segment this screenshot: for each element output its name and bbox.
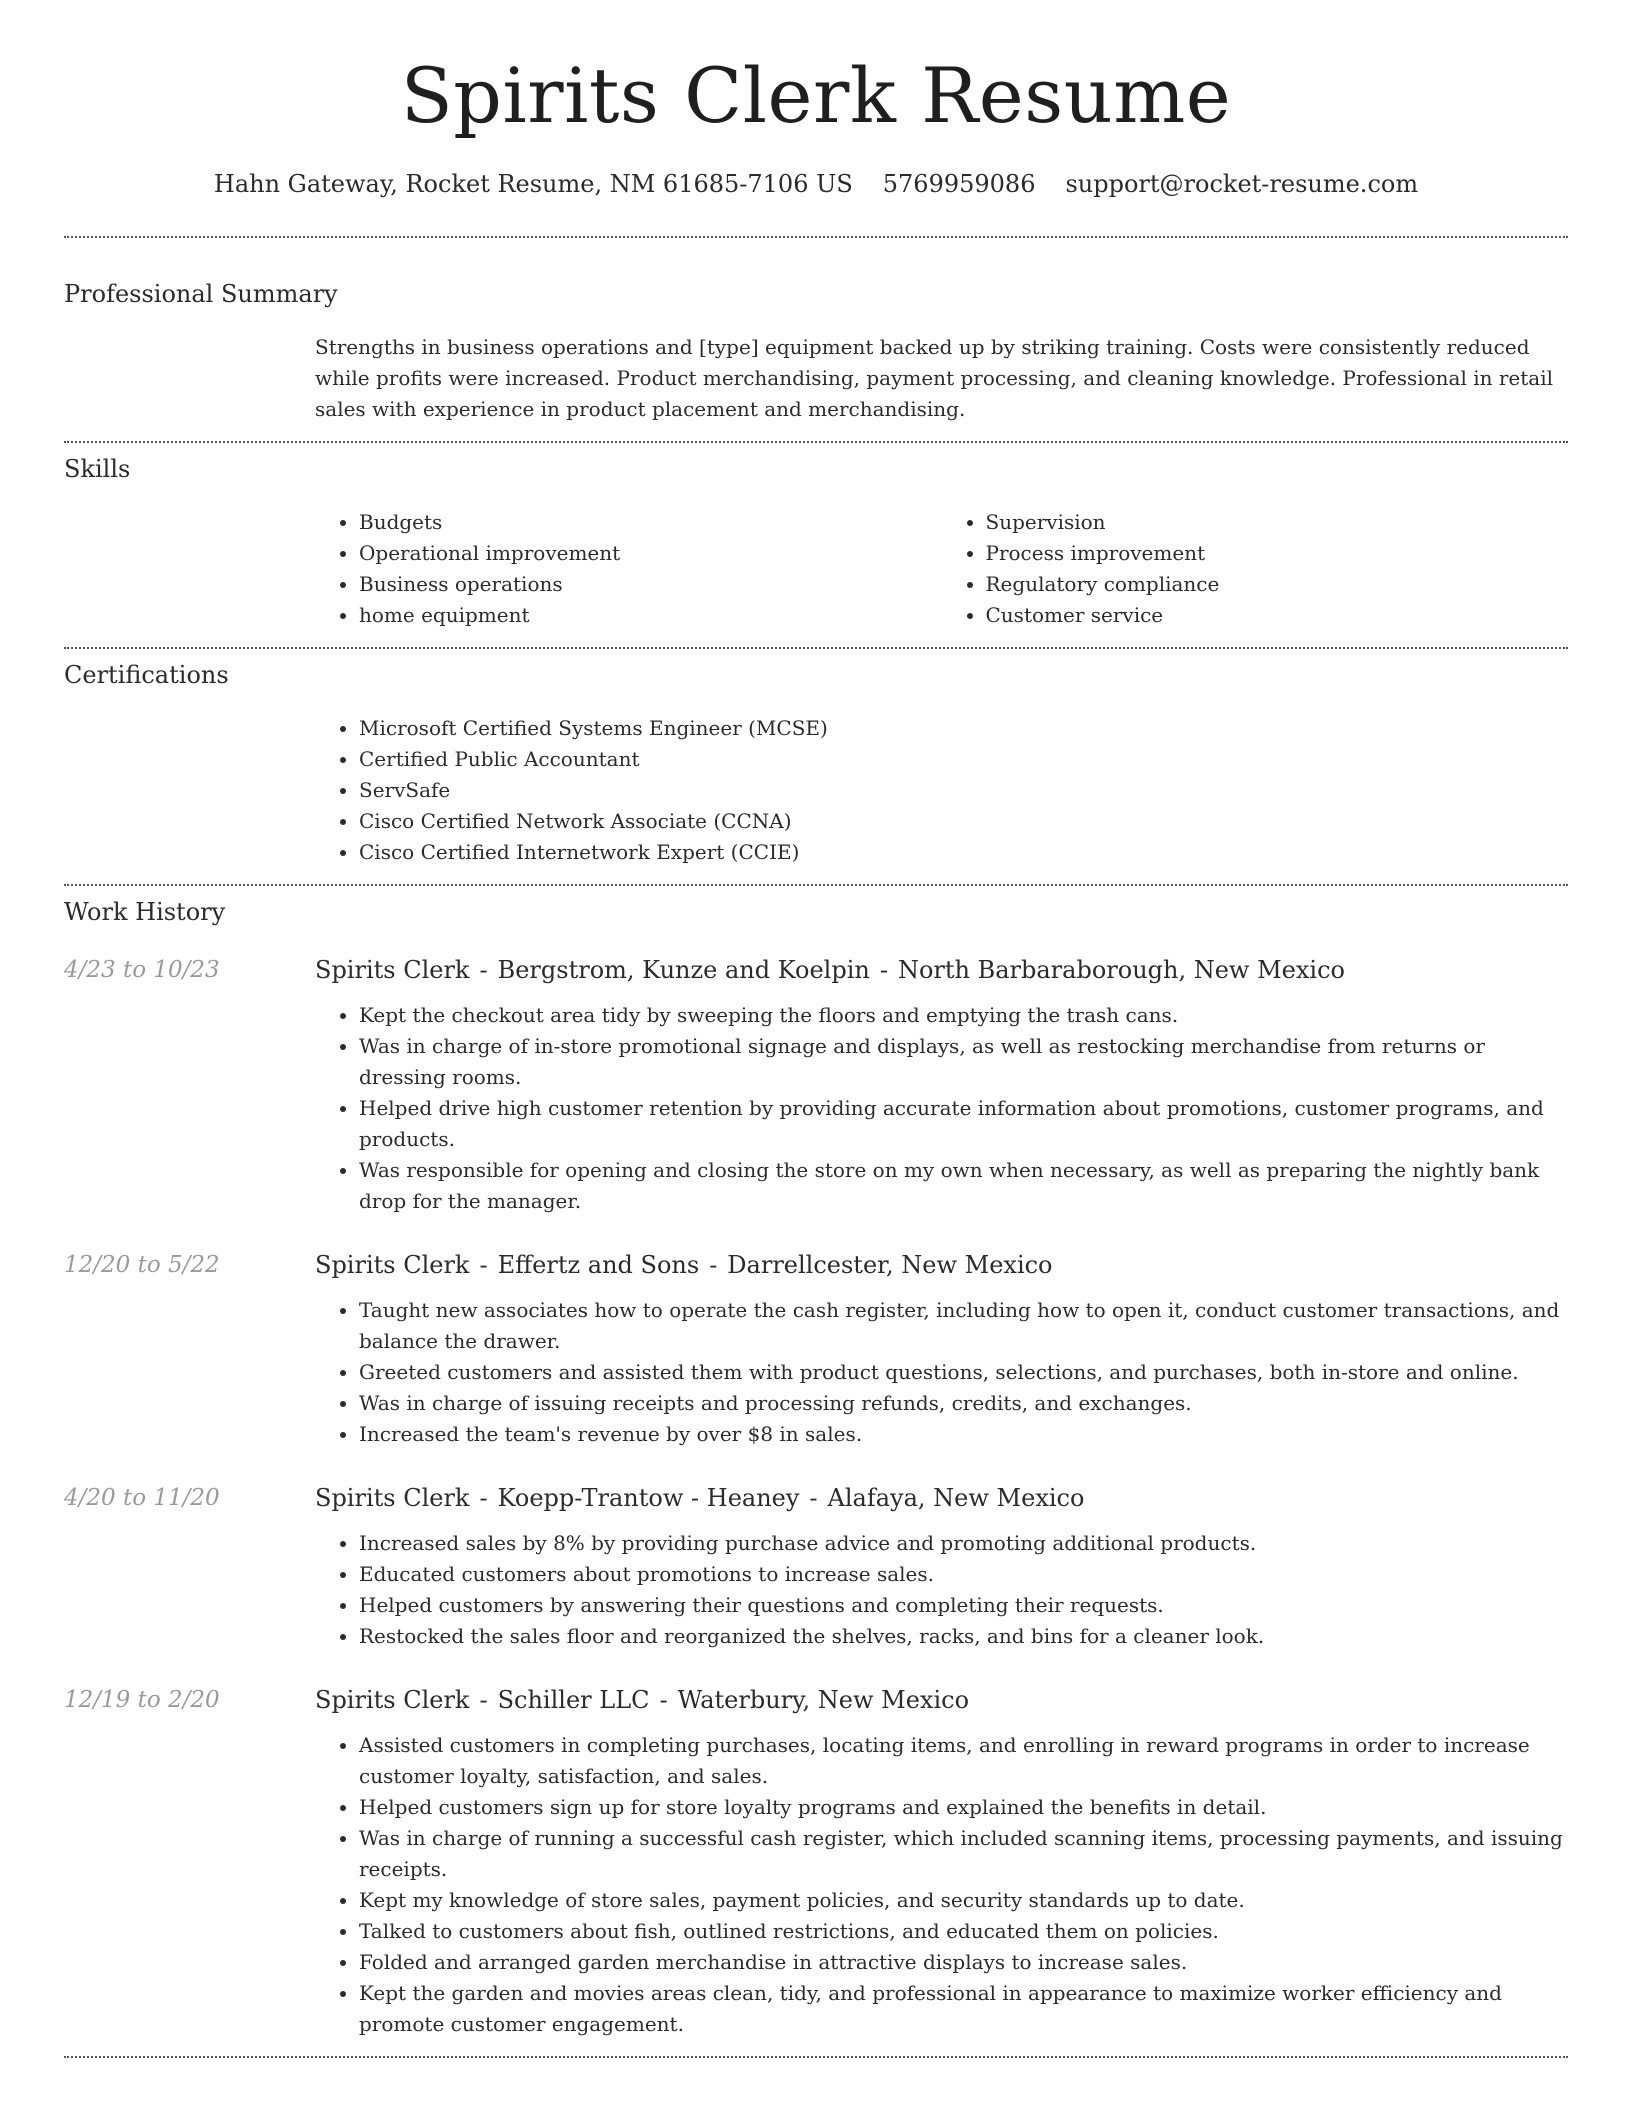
job-bullet: • Was in charge of in-store promotional signage and displays, as well as restocking merchandise from returns or dressing rooms. (359, 1031, 1568, 1093)
contact-line (64, 168, 1568, 200)
work-history-heading: Work History (64, 898, 226, 926)
contact-email: support@rocket-resume.com (1065, 170, 1419, 198)
certification-item: • Certified Public Accountant (359, 744, 1568, 775)
summary-section (64, 238, 1568, 425)
certifications-list (315, 713, 1568, 868)
job-bullet: • Talked to customers about fish, outlined restrictions, and educated them on policies. (359, 1916, 1568, 1947)
job-bullet: • Helped customers sign up for store loyalty programs and explained the benefits in detail. (359, 1792, 1568, 1823)
job-location: North Barbaraborough, New Mexico (897, 956, 1345, 984)
skills-heading: Skills (64, 455, 131, 483)
job-bullets (315, 1295, 1568, 1450)
job-bullet: • Helped customers by answering their questions and completing their requests. (359, 1590, 1568, 1621)
work-history-section (64, 886, 1568, 2040)
job-dates: 12/20 to 5/22 (64, 1252, 220, 1278)
skill-item: • home equipment (359, 600, 942, 631)
job-location: Waterbury, New Mexico (677, 1686, 970, 1714)
job-bullet: • Greeted customers and assisted them with product questions, selections, and purchases, both in-store and online. (359, 1357, 1568, 1388)
skills-section (64, 443, 1568, 631)
job-bullet: • Was in charge of issuing receipts and processing refunds, credits, and exchanges. (359, 1388, 1568, 1419)
certifications-section (64, 649, 1568, 868)
job-bullets (315, 1000, 1568, 1217)
job-bullet: • Kept my knowledge of store sales, payment policies, and security standards up to date. (359, 1885, 1568, 1916)
job-bullet: • Helped drive high customer retention by providing accurate information about promotions, customer programs, and products. (359, 1093, 1568, 1155)
skills-grid (315, 507, 1568, 631)
divider (64, 2056, 1568, 2058)
job-bullet: • Kept the checkout area tidy by sweeping the floors and emptying the trash cans. (359, 1000, 1568, 1031)
skills-list-left (315, 507, 942, 631)
certification-item: • Cisco Certified Network Associate (CCNA) (359, 806, 1568, 837)
job-dates: 4/20 to 11/20 (64, 1485, 220, 1511)
job-location: Darrellcester, New Mexico (727, 1251, 1053, 1279)
job-bullets (315, 1528, 1568, 1652)
job-bullet: • Taught new associates how to operate the cash register, including how to open it, conduct customer transactions, and balance the drawer. (359, 1295, 1568, 1357)
skill-item: • Budgets (359, 507, 942, 538)
certification-item: • ServSafe (359, 775, 1568, 806)
skill-item: • Business operations (359, 569, 942, 600)
job-bullet: • Folded and arranged garden merchandise in attractive displays to increase sales. (359, 1947, 1568, 1978)
job-heading: Spirits Clerk - Koepp-Trantow - Heaney - Alafaya, New Mexico (315, 1484, 1085, 1512)
job-bullet: • Assisted customers in completing purchases, locating items, and enrolling in reward programs in order to increase customer loyalty, satisfaction, and sales. (359, 1730, 1568, 1792)
skill-item: • Customer service (986, 600, 1569, 631)
summary-heading: Professional Summary (64, 280, 338, 308)
job-title: Spirits Clerk (315, 956, 470, 984)
job-dates: 4/23 to 10/23 (64, 957, 220, 983)
job-entry (64, 1482, 1568, 1652)
skills-list-right (942, 507, 1569, 631)
job-entry (64, 1684, 1568, 2040)
job-entry (64, 1249, 1568, 1450)
job-title: Spirits Clerk (315, 1686, 470, 1714)
job-dates: 12/19 to 2/20 (64, 1687, 220, 1713)
job-company: Effertz and Sons (497, 1251, 700, 1279)
certification-item: • Cisco Certified Internetwork Expert (CCIE) (359, 837, 1568, 868)
job-bullet: • Kept the garden and movies areas clean, tidy, and professional in appearance to maximize worker efficiency and promote customer engagement. (359, 1978, 1568, 2040)
contact-address: Hahn Gateway, Rocket Resume, NM 61685-7106 US (213, 170, 853, 198)
skill-item: • Supervision (986, 507, 1569, 538)
job-entry (64, 954, 1568, 1217)
skill-item: • Regulatory compliance (986, 569, 1569, 600)
job-company: Bergstrom, Kunze and Koelpin (497, 956, 870, 984)
job-company: Koepp-Trantow - Heaney (497, 1484, 800, 1512)
job-heading: Spirits Clerk - Schiller LLC - Waterbury, New Mexico (315, 1686, 970, 1714)
job-bullet: • Increased the team's revenue by over $8 in sales. (359, 1419, 1568, 1450)
job-bullet: • Was responsible for opening and closing the store on my own when necessary, as well as preparing the nightly bank drop for the manager. (359, 1155, 1568, 1217)
skill-item: • Operational improvement (359, 538, 942, 569)
job-bullet: • Restocked the sales floor and reorganized the shelves, racks, and bins for a cleaner look. (359, 1621, 1568, 1652)
job-bullet: • Educated customers about promotions to increase sales. (359, 1559, 1568, 1590)
certification-item: • Microsoft Certified Systems Engineer (MCSE) (359, 713, 1568, 744)
contact-phone: 5769959086 (882, 170, 1036, 198)
job-title: Spirits Clerk (315, 1484, 470, 1512)
job-heading: Spirits Clerk - Effertz and Sons - Darrellcester, New Mexico (315, 1251, 1053, 1279)
job-bullet: • Increased sales by 8% by providing purchase advice and promoting additional products. (359, 1528, 1568, 1559)
skill-item: • Process improvement (986, 538, 1569, 569)
summary-text: Strengths in business operations and [type] equipment backed up by striking training. Costs were consistently reduced while profits were increased. Product merchandising, payment processing, and cleaning knowledge. Professional in retail sales with experience in product placement and merchandising. (315, 335, 1554, 421)
job-title: Spirits Clerk (315, 1251, 470, 1279)
job-bullet: • Was in charge of running a successful cash register, which included scanning items, processing payments, and issuing receipts. (359, 1823, 1568, 1885)
resume-page (64, 0, 1568, 2058)
job-heading: Spirits Clerk - Bergstrom, Kunze and Koelpin - North Barbaraborough, New Mexico (315, 956, 1345, 984)
job-location: Alafaya, New Mexico (827, 1484, 1085, 1512)
certifications-heading: Certifications (64, 661, 229, 689)
job-bullets (315, 1730, 1568, 2040)
page-title: Spirits Clerk Resume (400, 51, 1232, 140)
job-company: Schiller LLC (497, 1686, 650, 1714)
